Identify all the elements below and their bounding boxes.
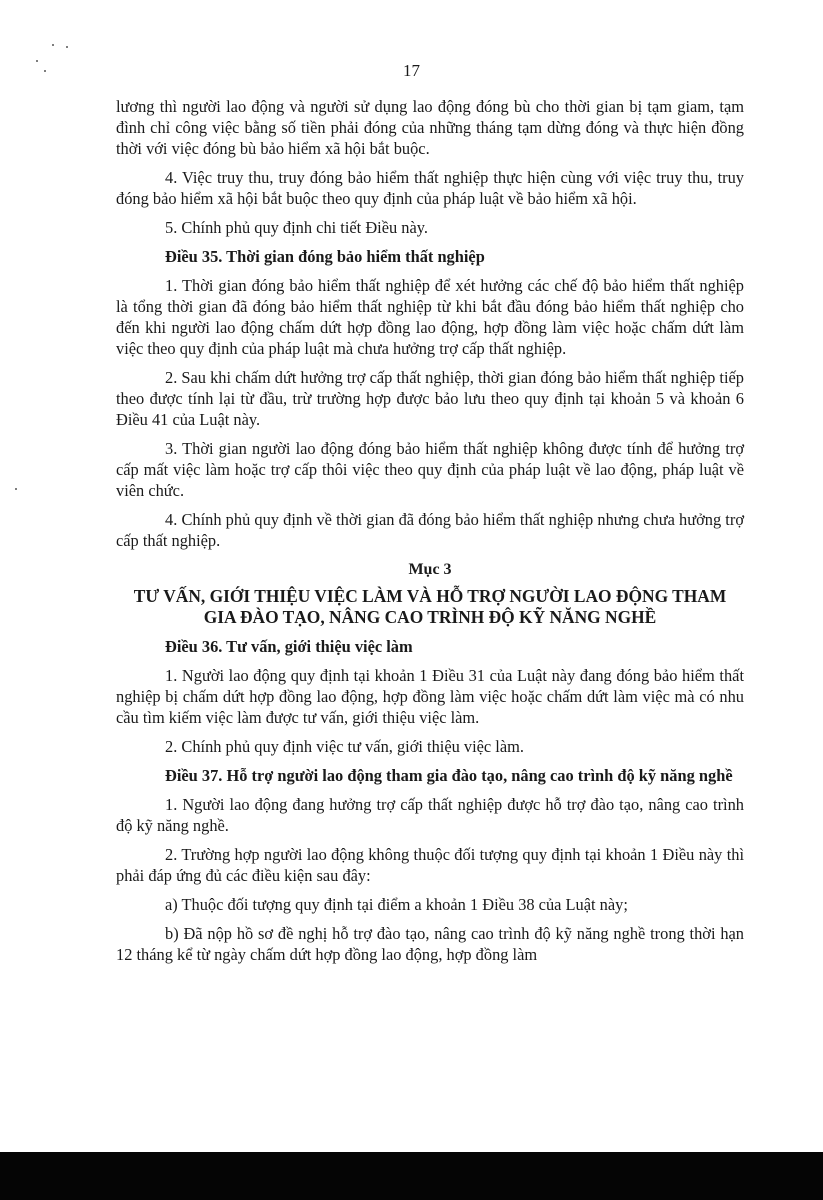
document-body [116,96,744,973]
paragraph: 2. Sau khi chấm dứt hưởng trợ cấp thất nghiệp, thời gian đóng bảo hiểm thất nghiệp tiếp theo được tính lại từ đầu, trừ trường hợp được bảo lưu theo quy định tại khoản 5 và khoản 6 Điều 41 của Luật này. [116,368,744,429]
paragraph: 1. Người lao động đang hưởng trợ cấp thất nghiệp được hỗ trợ đào tạo, nâng cao trình độ kỹ năng nghề. [116,795,744,835]
paragraph: 3. Thời gian người lao động đóng bảo hiểm thất nghiệp không được tính để hưởng trợ cấp mất việc làm hoặc trợ cấp thôi việc theo quy định của pháp luật về lao động, pháp luật về viên chức. [116,439,744,500]
scan-border-bottom [0,1152,823,1200]
scan-speck [52,44,54,46]
scan-speck [66,46,68,48]
paragraph: lương thì người lao động và người sử dụng lao động đóng bù cho thời gian bị tạm giam, tạm đình chỉ công việc bằng số tiền phải đóng của những tháng tạm dừng đóng và thực hiện đồng thời với việc đóng bù bảo hiểm xã hội bắt buộc. [116,97,744,158]
article-heading: Điều 35. Thời gian đóng bảo hiểm thất nghiệp [165,247,485,266]
paragraph: 1. Người lao động quy định tại khoản 1 Điều 31 của Luật này đang đóng bảo hiểm thất nghiệp bị chấm dứt hợp đồng lao động, hợp đồng làm việc hoặc chấm dứt làm việc mà có nhu cầu tìm kiếm việc làm được tư vấn, giới thiệu việc làm. [116,666,744,727]
paragraph: 4. Việc truy thu, truy đóng bảo hiểm thất nghiệp thực hiện cùng với việc truy thu, truy đóng bảo hiểm xã hội bắt buộc theo quy định của pháp luật về bảo hiểm xã hội. [116,168,744,208]
paragraph: b) Đã nộp hồ sơ đề nghị hỗ trợ đào tạo, nâng cao trình độ kỹ năng nghề trong thời hạn 12 tháng kể từ ngày chấm dứt hợp đồng lao động, hợp đồng làm [116,924,744,964]
article-heading: Điều 37. Hỗ trợ người lao động tham gia đào tạo, nâng cao trình độ kỹ năng nghề [165,766,733,785]
paragraph: 5. Chính phủ quy định chi tiết Điều này. [165,218,428,237]
section-number: Mục 3 [408,561,452,578]
paragraph: 2. Trường hợp người lao động không thuộc đối tượng quy định tại khoản 1 Điều này thì phải đáp ứng đủ các điều kiện sau đây: [116,845,744,885]
article-heading: Điều 36. Tư vấn, giới thiệu việc làm [165,637,413,656]
paragraph: a) Thuộc đối tượng quy định tại điểm a khoản 1 Điều 38 của Luật này; [165,895,628,914]
paragraph: 1. Thời gian đóng bảo hiểm thất nghiệp để xét hưởng các chế độ bảo hiểm thất nghiệp là tổng thời gian đã đóng bảo hiểm thất nghiệp từ khi bắt đầu đóng bảo hiểm thất nghiệp cho đến khi người lao động chấm dứt hợp đồng lao động, hợp đồng làm việc hoặc chấm dứt làm việc theo quy định của pháp luật mà chưa hưởng trợ cấp thất nghiệp. [116,276,744,358]
scan-speck [15,488,17,490]
paragraph: 4. Chính phủ quy định về thời gian đã đóng bảo hiểm thất nghiệp nhưng chưa hưởng trợ cấp thất nghiệp. [116,510,744,550]
page-number: 17 [403,61,420,80]
paragraph: 2. Chính phủ quy định việc tư vấn, giới thiệu việc làm. [165,737,524,756]
section-title: TƯ VẤN, GIỚI THIỆU VIỆC LÀM VÀ HỖ TRỢ NGƯỜI LAO ĐỘNG THAM GIA ĐÀO TẠO, NÂNG CAO TRÌNH ĐỘ KỸ NĂNG NGHỀ [133,586,727,627]
